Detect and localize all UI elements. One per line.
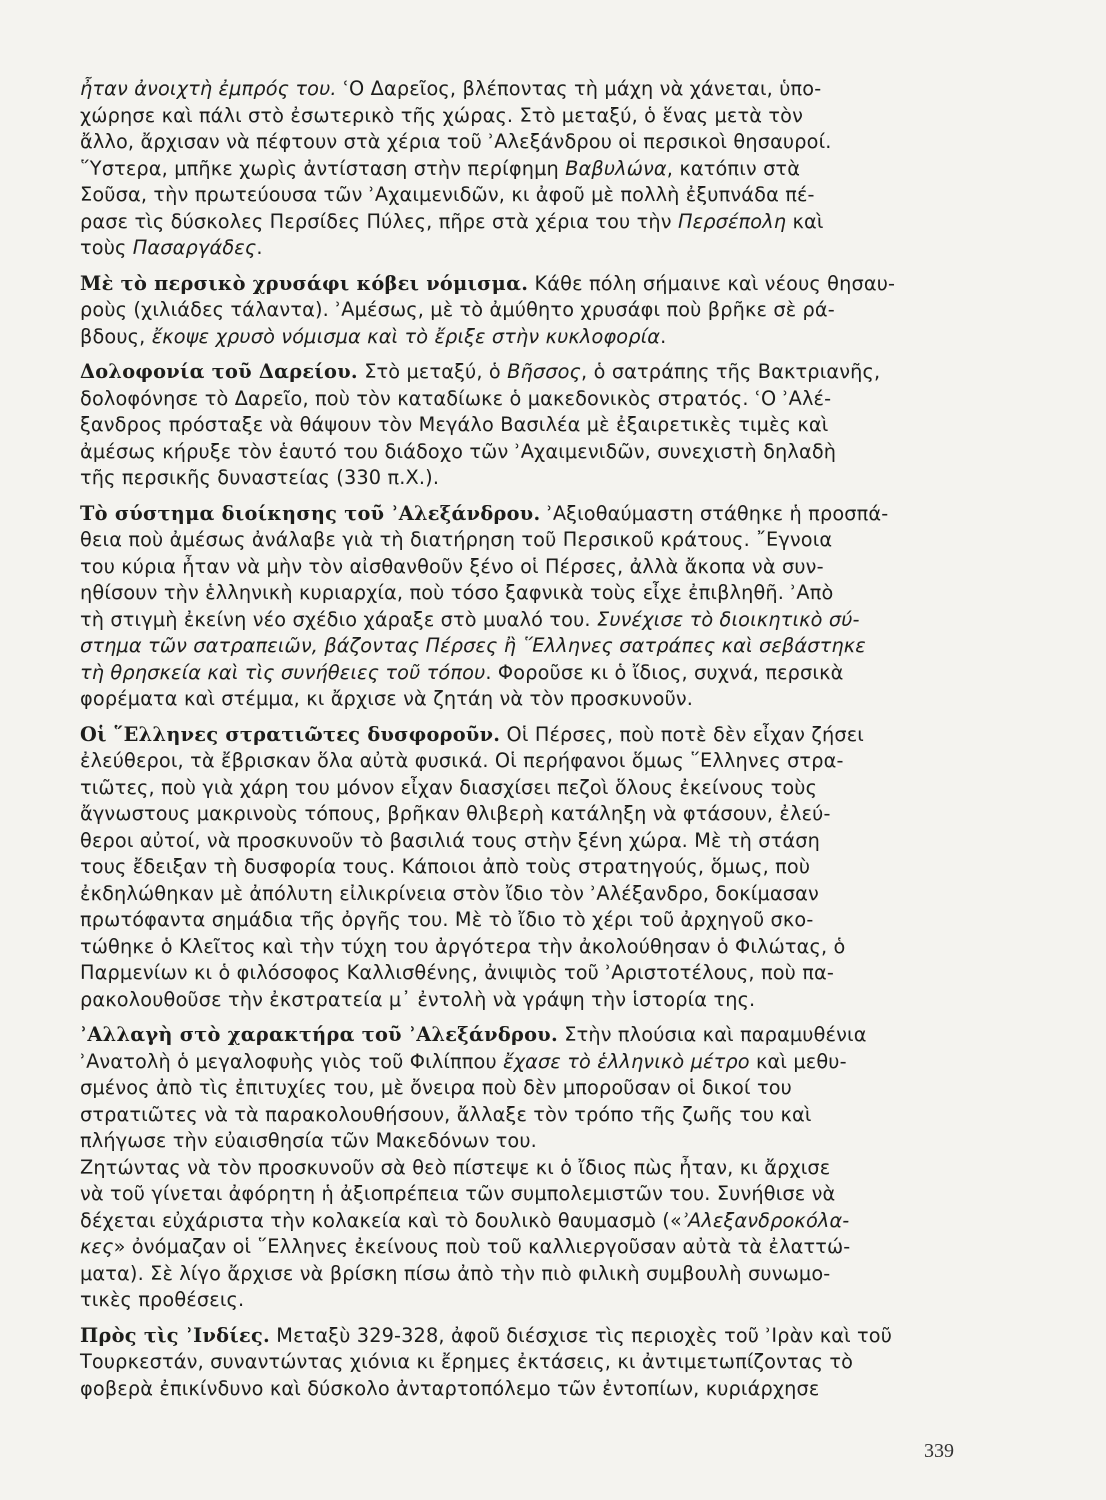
text-run: ʾΑξιοθαύμαστη στάθηκε ἡ προσπά- [540, 501, 889, 525]
text-line [80, 607, 968, 634]
italic-run: Βαβυλώνα [565, 156, 667, 180]
italic-run: στημα τῶν σατραπειῶν, βάζοντας Πέρσες ἢ ῞Ελληνες σατράπες καὶ σεβάστηκε [80, 634, 866, 657]
text-run: Οἱ Πέρσες, ποὺ ποτὲ δὲν εἶχαν ζήσει [500, 722, 864, 746]
text-run: ʾΑνατολὴ ὁ μεγαλοφυὴς γιὸς τοῦ Φιλίππου [80, 1049, 504, 1073]
text-line [80, 1323, 968, 1350]
text-run: Ζητώντας νὰ τὸν προσκυνοῦν σὰ θεὸ πίστεψε κι ὁ ἴδιος πὼς ἦταν, κι ἄρχισε [80, 1155, 831, 1179]
paragraph [80, 1323, 968, 1403]
text-run: ρακολουθοῦσε τὴν ἐκστρατεία μ᾿ ἐντολὴ νὰ γράψη τὴν ἱστορία της. [80, 987, 756, 1011]
text-line [80, 748, 968, 775]
text-line [80, 722, 968, 749]
text-line [80, 209, 968, 236]
text-run: ηθίσουν τὴν ἑλληνικὴ κυριαρχία, ποὺ τόσο ξαφνικὰ τοὺς εἶχε ἐπιβληθῆ. ʾΑπὸ [80, 581, 834, 604]
text-line [80, 412, 968, 439]
italic-run: ἦταν ἀνοιχτὴ ἐμπρός του. [80, 77, 337, 100]
section-heading: Δολοφονία τοῦ Δαρείου. [80, 360, 358, 383]
paragraph [80, 76, 968, 262]
text-line [80, 1376, 968, 1403]
text-run: ρασε τὶς δύσκολες Περσίδες Πύλες, πῆρε στὰ χέρια του τὴν [80, 209, 678, 233]
italic-run: ἔκοψε χρυσὸ νόμισμα καὶ τὸ ἔριξε στὴν κυκλοφορία [151, 324, 661, 348]
text-line [80, 182, 968, 209]
text-run: , ὁ σατράπης τῆς Βακτριανῆς, [581, 360, 881, 383]
text-run: σμένος ἀπὸ τὶς ἐπιτυχίες του, μὲ ὄνειρα ποὺ δὲν μποροῦσαν οἱ δικοί του [80, 1076, 792, 1099]
text-run: φορέματα καὶ στέμμα, κι ἄρχισε νὰ ζητάη νὰ τὸν προσκυνοῦν. [80, 687, 694, 710]
text-run: Τουρκεστάν, συναντώντας χιόνια κι ἔρημες ἐκτάσεις, κι ἀντιμετωπίζοντας τὸ [80, 1350, 854, 1373]
text-line [80, 501, 968, 528]
text-run: θεροι αὐτοί, νὰ προσκυνοῦν τὸ βασιλιά τους στὴν ξένη χώρα. Μὲ τὴ στάση [80, 828, 821, 852]
text-run: βδους, [80, 324, 152, 348]
text-run: Παρμενίων κι ὁ φιλόσοφος Καλλισθένης, ἀνιψιὸς τοῦ ʾΑριστοτέλους, ποὺ πα- [80, 961, 834, 984]
paragraph [80, 501, 968, 713]
section-heading: Πρὸς τὶς ʾΙνδίες. [80, 1323, 271, 1347]
text-run: . Φοροῦσε κι ὁ ἴδιος, συχνά, περσικὰ [485, 660, 844, 684]
text-run: χώρησε καὶ πάλι στὸ ἐσωτερικὸ τῆς χώρας. Στὸ μεταξύ, ὁ ἕνας μετὰ τὸν [80, 103, 804, 127]
text-run: » ὀνόμαζαν οἱ ῞Ελληνες ἐκείνους ποὺ τοῦ καλλιεργοῦσαν αὐτὰ τὰ ἐλαττώ- [113, 1235, 851, 1258]
text-line [80, 1128, 968, 1155]
text-run: . [256, 236, 263, 259]
text-line [80, 1181, 968, 1208]
text-line [80, 1208, 968, 1235]
text-run: πλήγωσε τὴν εὐαισθησία τῶν Μακεδόνων του. [80, 1129, 537, 1152]
text-run: τοὺς [80, 236, 133, 259]
text-line [80, 1049, 968, 1076]
text-line [80, 1234, 968, 1261]
text-run: ἐλεύθεροι, τὰ ἔβρισκαν ὅλα αὐτὰ φυσικά. Οἱ περήφανοι ὅμως ῞Ελληνες στρα- [80, 749, 844, 772]
text-line [80, 271, 968, 298]
text-run: Στὸ μεταξύ, ὁ [357, 360, 508, 383]
text-run: ʿΟ Δαρεῖος, βλέποντας τὴ μάχη νὰ χάνεται, ὑπο- [336, 77, 822, 100]
italic-run: ʾΑλεξανδροκόλα- [681, 1208, 850, 1232]
text-line [80, 156, 968, 183]
text-run: τικὲς προθέσεις. [80, 1288, 245, 1311]
italic-run: Περσέπολη [677, 209, 787, 233]
paragraph [80, 722, 968, 1014]
text-run: ἄλλο, ἄρχισαν νὰ πέφτουν στὰ χέρια τοῦ ʾΑλεξάνδρου οἱ περσικοὶ θησαυροί. [80, 130, 832, 153]
text-line [80, 633, 968, 660]
page-body [80, 76, 968, 1402]
text-line [80, 76, 968, 103]
text-line [80, 465, 968, 492]
text-run: πρωτόφαντα σημάδια τῆς ὀργῆς του. Μὲ τὸ ἴδιο τὸ χέρι τοῦ ἀρχηγοῦ σκο- [80, 908, 814, 931]
text-run: Κάθε πόλη σήμαινε καὶ νέους θησαυ- [528, 271, 896, 295]
text-line [80, 103, 968, 130]
text-run: δέχεται εὐχάριστα τὴν κολακεία καὶ τὸ δουλικὸ θαυμασμὸ (« [80, 1208, 682, 1232]
text-line [80, 297, 968, 324]
text-line [80, 1287, 968, 1314]
italic-run: Πασαργάδες [132, 236, 257, 259]
text-line [80, 881, 968, 908]
text-line [80, 1102, 968, 1129]
text-line [80, 527, 968, 554]
text-run: φοβερὰ ἐπικίνδυνο καὶ δύσκολο ἀνταρτοπόλεμο τῶν ἐντοπίων, κυριάρχησε [80, 1376, 820, 1400]
text-run: ἀμέσως κήρυξε τὸν ἑαυτό του διάδοχο τῶν ʾΑχαιμενιδῶν, συνεχιστὴ δηλαδὴ [80, 439, 837, 463]
section-heading: ʾΑλλαγὴ στὸ χαρακτήρα τοῦ ʾΑλεξάνδρου. [80, 1023, 558, 1046]
text-run: ἐκδηλώθηκαν μὲ ἀπόλυτη εἰλικρίνεια στὸν ἴδιο τὸν ʾΑλέξανδρο, δοκίμασαν [80, 881, 819, 905]
text-run: καὶ [786, 209, 824, 233]
paragraph [80, 271, 968, 351]
text-run: θεια ποὺ ἀμέσως ἀνάλαβε γιὰ τὴ διατήρηση τοῦ Περσικοῦ κράτους. ῎Εγνοια [80, 528, 833, 551]
text-line [80, 129, 968, 156]
text-line [80, 686, 968, 713]
text-line [80, 907, 968, 934]
text-line [80, 1349, 968, 1376]
text-line [80, 854, 968, 881]
italic-run: Συνέχισε τὸ διοικητικὸ σύ- [596, 607, 860, 631]
text-run: ροὺς (χιλιάδες τάλαντα). ʾΑμέσως, μὲ τὸ ἀμύθητο χρυσάφι ποὺ βρῆκε σὲ ρά- [80, 298, 835, 321]
text-run: στρατιῶτες νὰ τὰ παρακολουθήσουν, ἄλλαξε τὸν τρόπο τῆς ζωῆς του καὶ [80, 1102, 812, 1126]
text-line [80, 1075, 968, 1102]
text-run: ματα). Σὲ λίγο ἄρχισε νὰ βρίσκη πίσω ἀπὸ τὴν πιὸ φιλικὴ συμβουλὴ συνωμο- [80, 1261, 831, 1285]
text-line [80, 386, 968, 413]
text-line [80, 660, 968, 687]
text-run: καὶ μεθυ- [749, 1049, 847, 1073]
text-run: τῆς περσικῆς δυναστείας (330 π.Χ.). [80, 466, 440, 489]
text-run: , κατόπιν στὰ [666, 156, 801, 180]
text-run: του κύρια ἦταν νὰ μὴν τὸν αἰσθανθοῦν ξένο οἱ Πέρσες, ἀλλὰ ἄκοπα νὰ συν- [80, 554, 824, 578]
text-line [80, 1022, 968, 1049]
section-heading: Μὲ τὸ περσικὸ χρυσάφι κόβει νόμισμα. [80, 271, 529, 295]
text-line [80, 801, 968, 828]
text-run: τώθηκε ὁ Κλεῖτος καὶ τὴν τύχη του ἀργότερα τὴν ἀκολούθησαν ὁ Φιλώτας, ὁ [80, 934, 846, 958]
text-run: Σοῦσα, τὴν πρωτεύουσα τῶν ʾΑχαιμενιδῶν, κι ἀφοῦ μὲ πολλὴ ἐξυπνάδα πέ- [80, 183, 815, 206]
text-line [80, 554, 968, 581]
text-line [80, 580, 968, 607]
text-run: ἄγνωστους μακρινοὺς τόπους, βρῆκαν θλιβερὴ κατάληξη νὰ φτάσουν, ἐλεύ- [80, 802, 831, 825]
paragraph [80, 1022, 968, 1314]
text-run: Μεταξὺ 329-328, ἀφοῦ διέσχισε τὶς περιοχὲς τοῦ ʾΙρὰν καὶ τοῦ [270, 1323, 893, 1347]
text-run: τιῶτες, ποὺ γιὰ χάρη του μόνον εἶχαν διασχίσει πεζοὶ ὅλους ἐκείνους τοὺς [80, 775, 818, 799]
italic-run: Βῆσσος [507, 360, 582, 383]
text-line [80, 324, 968, 351]
italic-run: ἔχασε τὸ ἑλληνικὸ μέτρο [503, 1049, 750, 1073]
text-run: ῞Υστερα, μπῆκε χωρὶς ἀντίσταση στὴν περίφημη [80, 156, 566, 180]
section-heading: Τὸ σύστημα διοίκησης τοῦ ʾΑλεξάνδρου. [80, 501, 541, 525]
text-line [80, 960, 968, 987]
text-run: τὴ στιγμὴ ἐκείνη νέο σχέδιο χάραξε στὸ μυαλό του. [80, 607, 597, 631]
text-run: Στὴν πλούσια καὶ παραμυθένια [557, 1023, 867, 1046]
text-run: δολοφόνησε τὸ Δαρεῖο, ποὺ τὸν καταδίωκε ὁ μακεδονικὸς στρατός. ʿΟ ʾΑλέ- [80, 386, 832, 410]
text-line [80, 359, 968, 386]
text-run: τους ἔδειξαν τὴ δυσφορία τους. Κάποιοι ἀπὸ τοὺς στρατηγούς, ὅμως, ποὺ [80, 855, 811, 878]
page-number: 339 [924, 1440, 954, 1462]
text-run: νὰ τοῦ γίνεται ἀφόρητη ἡ ἀξιοπρέπεια τῶν συμπολεμιστῶν του. Συνήθισε νὰ [80, 1182, 836, 1205]
text-line [80, 775, 968, 802]
italic-run: τὴ θρησκεία καὶ τὶς συνήθειες τοῦ τόπου [80, 660, 486, 684]
text-line [80, 235, 968, 262]
text-line [80, 1155, 968, 1182]
text-line [80, 987, 968, 1014]
italic-run: κες [80, 1235, 114, 1258]
paragraph [80, 359, 968, 492]
text-run: ξανδρος πρόσταξε νὰ θάψουν τὸν Μεγάλο Βασιλέα μὲ ἐξαιρετικὲς τιμὲς καὶ [80, 413, 829, 436]
text-line [80, 439, 968, 466]
text-line [80, 828, 968, 855]
text-line [80, 1261, 968, 1288]
section-heading: Οἱ ῞Ελληνες στρατιῶτες δυσφοροῦν. [80, 722, 501, 746]
text-line [80, 934, 968, 961]
text-run: . [660, 324, 667, 348]
